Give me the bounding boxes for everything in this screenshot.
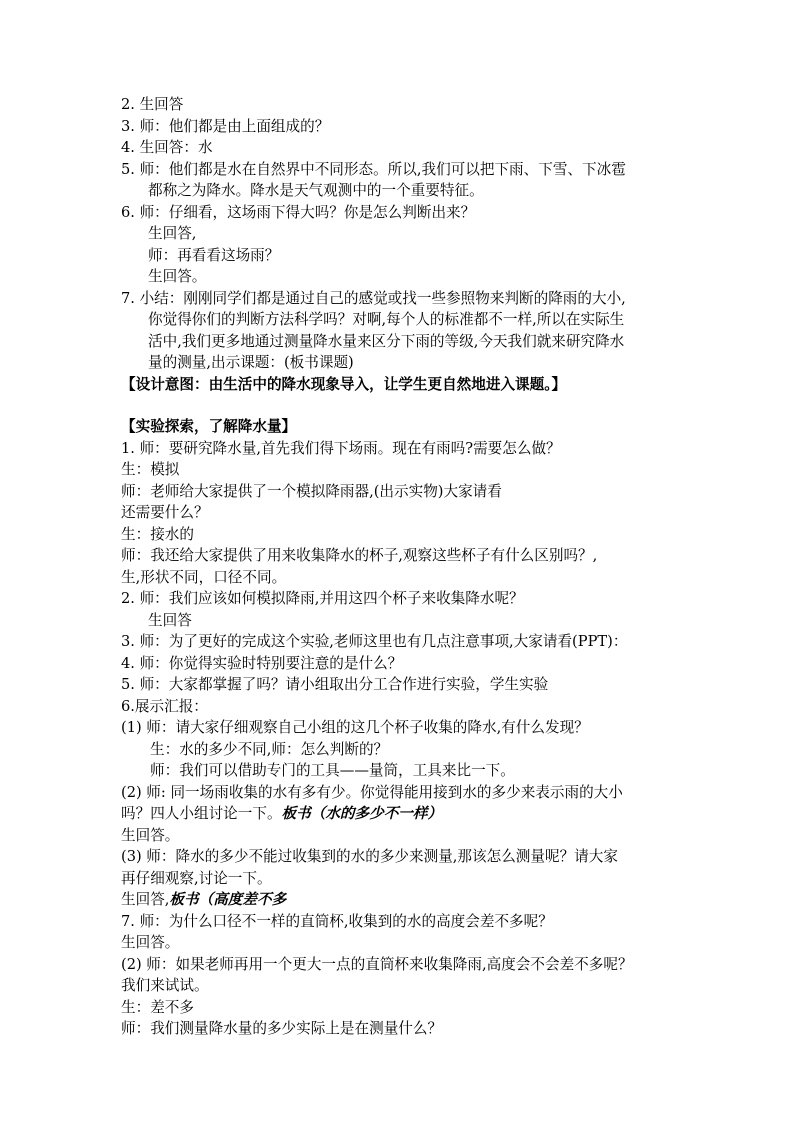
section-heading: 【实验探索，了解降水量】 bbox=[121, 418, 297, 435]
text-line: (1) 师：请大家仔细观察自己小组的这几个杯子收集的降水,有什么发现？ bbox=[121, 719, 589, 736]
text-line: 4. 生回答：水 bbox=[121, 139, 213, 156]
text-line: 生,形状不同，口径不同。 bbox=[121, 569, 287, 586]
text-line bbox=[121, 803, 442, 824]
text-line: 师：再看看这场雨？ bbox=[148, 247, 280, 264]
text-line: 3. 师：他们都是由上面组成的？ bbox=[121, 118, 330, 135]
text-line: 生回答。 bbox=[148, 268, 207, 285]
text-line: 生回答。 bbox=[121, 827, 180, 844]
text-line: 5. 师：他们都是水在自然界中不同形态。所以,我们可以把下雨、下雪、下冰雹 bbox=[121, 161, 626, 178]
text-span: 生回答, bbox=[121, 891, 170, 908]
board-note: 板书（高度差不多 bbox=[169, 891, 287, 908]
text-line: 4. 师：你觉得实验时特别要注意的是什么？ bbox=[121, 655, 403, 672]
text-line: 6.展示汇报： bbox=[121, 698, 208, 715]
text-line: (2) 师: 同一场雨收集的水有多有少。你觉得能用接到水的多少来表示雨的大小 bbox=[121, 784, 623, 801]
text-line: (2) 师：如果老师再用一个更大一点的直筒杯来收集降雨,高度会不会差不多呢？ bbox=[121, 956, 633, 973]
text-line: 1. 师：要研究降水量,首先我们得下场雨。现在有雨吗?需要怎么做？ bbox=[121, 440, 561, 457]
text-line: 生：水的多少不同,师：怎么判断的？ bbox=[150, 741, 389, 758]
text-line: 量的测量,出示课题：(板书课题) bbox=[148, 354, 354, 371]
text-line: (3) 师：降水的多少不能过收集到的水的多少来测量,那该怎么测量呢？请大家 bbox=[121, 848, 618, 865]
text-line: 7. 师：为什么口径不一样的直筒杯,收集到的水的高度会差不多呢？ bbox=[121, 913, 553, 930]
text-line: 活中,我们更多地通过测量降水量来区分下雨的等级,今天我们就来研究降水 bbox=[148, 333, 625, 350]
text-line: 还需要什么？ bbox=[121, 504, 209, 521]
text-line: 我们来试试。 bbox=[121, 977, 209, 994]
text-line: 2. 师：我们应该如何模拟降雨,并用这四个杯子来收集降水呢？ bbox=[121, 590, 524, 607]
text-line: 你觉得你们的判断方法科学吗？对啊,每个人的标准都不一样,所以在实际生 bbox=[148, 311, 625, 328]
text-line: 3. 师：为了更好的完成这个实验,老师这里也有几点注意事项,大家请看(PPT)： bbox=[121, 633, 628, 650]
text-line: 生：模拟 bbox=[121, 461, 180, 478]
text-line: 生：差不多 bbox=[121, 999, 194, 1016]
text-line: 师：我还给大家提供了用来收集降水的杯子,观察这些杯子有什么区别吗？, bbox=[121, 547, 598, 564]
text-line: 7. 小结：刚刚同学们都是通过自己的感觉或找一些参照物来判断的降雨的大小, bbox=[121, 290, 626, 307]
text-line: 6. 师：仔细看，这场雨下得大吗？你是怎么判断出来？ bbox=[121, 204, 476, 221]
design-intent-heading: 【设计意图：由生活中的降水现象导入，让学生更自然地进入课题。】 bbox=[121, 376, 567, 393]
text-line: 师：老师给大家提供了一个模拟降雨器,(出示实物)大家请看 bbox=[121, 483, 502, 500]
text-line bbox=[121, 889, 286, 910]
text-line: 2. 生回答 bbox=[121, 96, 184, 113]
text-line: 生回答。 bbox=[121, 934, 180, 951]
text-span: 吗？四人小组讨论一下。 bbox=[121, 805, 282, 822]
text-line: 生：接水的 bbox=[121, 526, 194, 543]
text-line: 师：我们可以借助专门的工具——量筒，工具来比一下。 bbox=[150, 762, 515, 779]
text-line: 生回答, bbox=[148, 225, 197, 242]
text-line: 师：我们测量降水量的多少实际上是在测量什么？ bbox=[121, 1020, 443, 1037]
text-line: 都称之为降水。降水是天气观测中的一个重要特征。 bbox=[148, 182, 484, 199]
text-line: 生回答 bbox=[148, 612, 192, 629]
text-line: 再仔细观察,讨论一下。 bbox=[121, 870, 272, 887]
text-line: 5. 师：大家都掌握了吗？请小组取出分工合作进行实验，学生实验 bbox=[121, 676, 549, 693]
board-note: 板书（水的多少不一样） bbox=[281, 805, 443, 822]
